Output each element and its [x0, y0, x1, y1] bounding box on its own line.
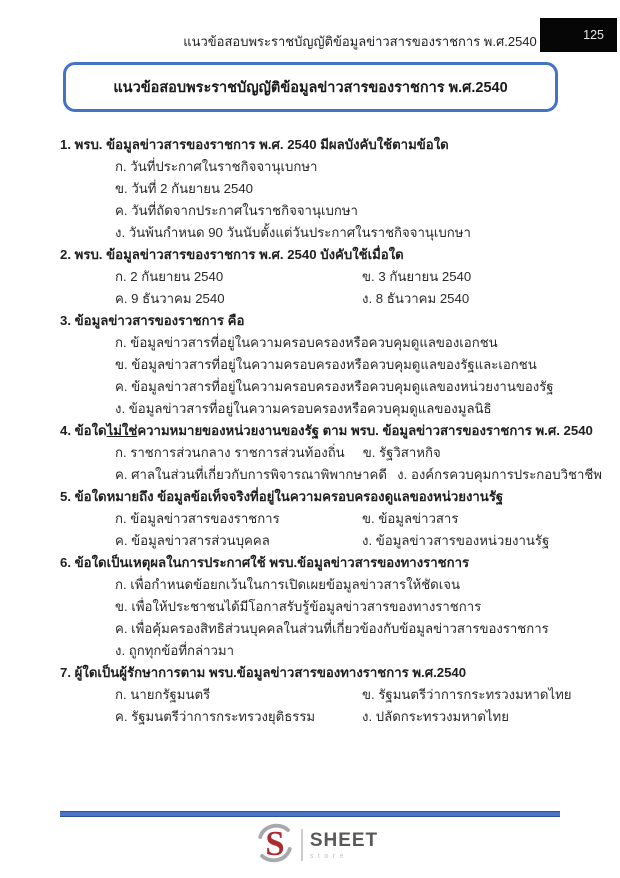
choice: ง. ถูกทุกข้อที่กล่าวมา — [115, 643, 235, 658]
sheet-store-logo — [14, 822, 620, 868]
title-box — [63, 62, 558, 112]
choice: ค. วันที่ถัดจากประกาศในราชกิจจานุเบกษา — [115, 203, 358, 218]
choice: ก. เพื่อกำหนดข้อยกเว้นในการเปิดเผยข้อมูลข่าวสารให้ชัดเจน — [115, 577, 460, 592]
choice: ข. ข้อมูลข่าวสาร — [362, 511, 459, 526]
choice: ง. 8 ธันวาคม 2540 — [362, 291, 470, 306]
choice: ก. ราชการส่วนกลาง ราชการส่วนท้องถิ่น — [115, 445, 345, 460]
question-heading: 5. ข้อใดหมายถึง ข้อมูลข้อเท็จจริงที่อยู่ในความครอบครองดูแลของหน่วยงานรัฐ — [60, 489, 504, 504]
choice: ค. รัฐมนตรีว่าการกระทรวงยุติธรรม — [115, 709, 316, 724]
choice: ง. ข้อมูลข่าวสารที่อยู่ในความครอบครองหรือควบคุมดูแลของมูลนิธิ — [115, 401, 492, 416]
choice: ข. วันที่ 2 กันยายน 2540 — [115, 181, 253, 196]
question-heading: 7. ผู้ใดเป็นผู้รักษาการตาม พรบ.ข้อมูลข่าวสารของทางราชการ พ.ศ.2540 — [60, 665, 467, 680]
logo-text — [310, 831, 378, 860]
question-choices — [60, 508, 602, 552]
choice: ข. 3 กันยายน 2540 — [362, 269, 472, 284]
choice: ค. 9 ธันวาคม 2540 — [115, 291, 225, 306]
question-6 — [60, 552, 602, 662]
question-7 — [60, 662, 602, 728]
choice: ค. ข้อมูลข่าวสารที่อยู่ในความครอบครองหรือควบคุมดูแลของหน่วยงานของรัฐ — [115, 379, 554, 394]
question-2 — [60, 244, 602, 310]
running-header-title: แนวข้อสอบพระราชบัญญัติข้อมูลข่าวสารของราชการ พ.ศ.2540 — [183, 34, 537, 49]
choice: ง. ข้อมูลข่าวสารของหน่วยงานรัฐ — [362, 533, 550, 548]
choice: ก. นายกรัฐมนตรี — [115, 687, 211, 702]
question-heading: 4. ข้อใดไม่ใช่ความหมายของหน่วยงานของรัฐ ตาม พรบ. ข้อมูลข่าวสารของราชการ พ.ศ. 2540 — [60, 423, 593, 438]
logo-divider — [301, 829, 303, 861]
choice: ข. รัฐมนตรีว่าการกระทรวงมหาดไทย — [362, 687, 572, 702]
choice: ก. ข้อมูลข่าวสารของราชการ — [115, 511, 280, 526]
question-5 — [60, 486, 602, 552]
choice: ค. ข้อมูลข่าวสารส่วนบุคคล — [115, 533, 270, 548]
choice: ก. ข้อมูลข่าวสารที่อยู่ในความครอบครองหรือควบคุมดูแลของเอกชน — [115, 335, 498, 350]
choice: ง. ปลัดกระทรวงมหาดไทย — [362, 709, 509, 724]
logo-secondary-text: store — [309, 852, 348, 860]
logo-primary-text: SHEET — [309, 829, 379, 851]
questions — [60, 134, 602, 728]
question-choices — [60, 156, 602, 244]
choice: ก. 2 กันยายน 2540 — [115, 269, 224, 284]
question-choices — [60, 442, 602, 486]
title-box-text: แนวข้อสอบพระราชบัญญัติข้อมูลข่าวสารของราชการ พ.ศ.2540 — [113, 79, 508, 96]
question-heading: 2. พรบ. ข้อมูลข่าวสารของราชการ พ.ศ. 2540 บังคับใช้เมื่อใด — [60, 247, 404, 262]
choice: ข. รัฐวิสาหกิจ — [362, 445, 441, 460]
question-heading: 6. ข้อใดเป็นเหตุผลในการประกาศใช้ พรบ.ข้อมูลข่าวสารของทางราชการ — [60, 555, 470, 570]
question-choices — [60, 332, 602, 420]
footer-divider-line — [60, 811, 560, 817]
choice: ข. ข้อมูลข่าวสารที่อยู่ในความครอบครองหรือควบคุมดูแลของรัฐและเอกชน — [115, 357, 537, 372]
question-heading: 1. พรบ. ข้อมูลข่าวสารของราชการ พ.ศ. 2540 มีผลบังคับใช้ตามข้อใด — [60, 137, 449, 152]
question-3 — [60, 310, 602, 420]
svg-text:S: S — [265, 824, 285, 863]
question-heading: 3. ข้อมูลข่าวสารของราชการ คือ — [60, 313, 245, 328]
question-choices — [60, 684, 602, 728]
question-choices — [60, 266, 602, 310]
question-choices — [60, 574, 602, 662]
question-1 — [60, 134, 602, 244]
choice: ข. เพื่อให้ประชาชนได้มีโอกาสรับรู้ข้อมูลข่าวสารของทางราชการ — [115, 599, 482, 614]
choice: ง. วันพ้นกำหนด 90 วันนับตั้งแต่วันประกาศในราชกิจจานุเบกษา — [115, 225, 471, 240]
sheet-store-s-icon — [256, 822, 294, 869]
choice: ก. วันที่ประกาศในราชกิจจานุเบกษา — [115, 159, 318, 174]
choice: ค. เพื่อคุ้มครองสิทธิส่วนบุคคลในส่วนที่เกี่ยวข้องกับข้อมูลข่าวสารของราชการ — [115, 621, 549, 636]
choice: ค. ศาลในส่วนที่เกี่ยวกับการพิจารณาพิพากษาคดี — [115, 467, 387, 482]
question-4 — [60, 420, 602, 486]
page-number-badge: 125 — [540, 18, 617, 52]
choice: ง. องค์กรควบคุมการประกอบวิชาชีพ — [397, 467, 602, 482]
